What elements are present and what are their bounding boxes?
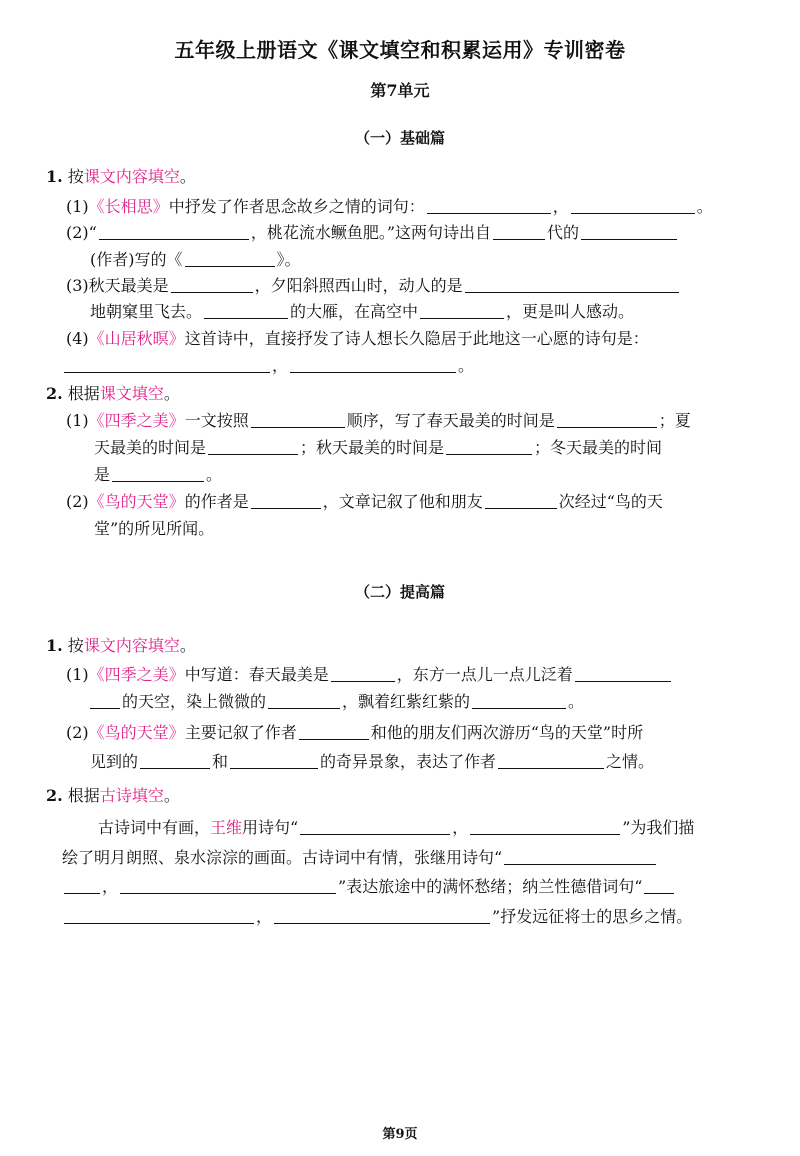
question-1-heading: 1. 按课文内容填空。 — [46, 167, 196, 186]
answer-blank[interactable] — [300, 818, 450, 835]
question-1-4: (4)《山居秋暝》这首诗中，直接抒发了诗人想长久隐居于此地这一心愿的诗句是： — [66, 329, 649, 348]
question-4-para-3: ， ”表达旅途中的满怀愁绪；纳兰性德借词句“ — [62, 876, 676, 898]
answer-blank[interactable] — [251, 411, 345, 428]
question-1-3-cont: 地朝窠里飞去。 的大雁，在高空中 ，更是叫人感动。 — [90, 302, 635, 321]
section-advanced-title: （二）提高篇 — [354, 583, 445, 601]
answer-blank[interactable] — [64, 907, 254, 924]
answer-blank[interactable] — [504, 848, 656, 865]
answer-blank[interactable] — [299, 723, 369, 740]
section-basic-title: （一）基础篇 — [354, 129, 445, 147]
question-3-2-cont: 见到的 和 的奇异景象，表达了作者 之情。 — [90, 752, 655, 771]
question-3-1-cont: 的天空，染上微微的 ，飘着红紫红紫的 。 — [88, 691, 584, 713]
answer-blank[interactable] — [493, 223, 545, 240]
answer-blank[interactable] — [112, 465, 204, 482]
question-4-para-2: 绘了明月朗照、泉水淙淙的画面。古诗词中有情，张继用诗句“ — [62, 847, 658, 869]
answer-blank[interactable] — [498, 752, 604, 769]
unit-title: 第7单元 — [370, 81, 430, 100]
question-3-1: (1)《四季之美》中写道：春天最美是 ，东方一点儿一点儿泛着 — [66, 664, 673, 686]
question-2-1: (1)《四季之美》一文按照 顺序，写了春天最美的时间是 ；夏 — [66, 411, 691, 430]
question-4-para-4: ， ”抒发远征将士的思乡之情。 — [62, 906, 692, 928]
question-1-2-cont: (作者)写的《 》。 — [90, 250, 301, 269]
answer-blank[interactable] — [446, 438, 532, 455]
answer-blank[interactable] — [581, 223, 677, 240]
answer-blank[interactable] — [470, 818, 620, 835]
question-3-heading: 1. 按课文内容填空。 — [46, 636, 196, 655]
answer-blank[interactable] — [268, 692, 340, 709]
question-2-heading: 2. 根据课文填空。 — [46, 384, 180, 403]
question-4-heading: 2. 根据古诗填空。 — [46, 786, 180, 805]
page-number: 第9页 — [382, 1127, 418, 1142]
question-1-4-cont: ， 。 — [62, 355, 474, 377]
question-1-3: (3)秋天最美是 ，夕阳斜照西山时，动人的是 — [66, 275, 681, 297]
answer-blank[interactable] — [64, 877, 100, 894]
question-2-2: (2)《鸟的天堂》的作者是 ，文章记叙了他和朋友 次经过“鸟的天 — [66, 492, 663, 511]
answer-blank[interactable] — [208, 438, 298, 455]
answer-blank[interactable] — [185, 250, 275, 267]
answer-blank[interactable] — [120, 877, 336, 894]
answer-blank[interactable] — [171, 276, 253, 293]
question-4-para-1: 古诗词中有画，王维用诗句“ ， ”为我们描 — [98, 818, 695, 837]
answer-blank[interactable] — [204, 302, 288, 319]
answer-blank[interactable] — [64, 356, 270, 373]
answer-blank[interactable] — [90, 692, 120, 709]
answer-blank[interactable] — [99, 223, 249, 240]
question-1-2: (2)“ ，桃花流水鳜鱼肥。”这两句诗出自 代的 — [66, 222, 679, 244]
answer-blank[interactable] — [575, 665, 671, 682]
question-2-1-cont: 天最美的时间是 ；秋天最美的时间是 ；冬天最美的时间 — [94, 438, 663, 457]
answer-blank[interactable] — [274, 907, 490, 924]
answer-blank[interactable] — [485, 492, 557, 509]
question-2-1-cont2: 是 。 — [94, 465, 223, 484]
answer-blank[interactable] — [557, 411, 657, 428]
answer-blank[interactable] — [290, 356, 456, 373]
answer-blank[interactable] — [140, 752, 210, 769]
answer-blank[interactable] — [331, 665, 395, 682]
answer-blank[interactable] — [571, 197, 695, 214]
answer-blank[interactable] — [420, 302, 504, 319]
question-1-1: (1)《长相思》中抒发了作者思念故乡之情的词句： ， 。 — [66, 197, 713, 216]
answer-blank[interactable] — [644, 877, 674, 894]
answer-blank[interactable] — [251, 492, 321, 509]
answer-blank[interactable] — [465, 276, 679, 293]
answer-blank[interactable] — [230, 752, 318, 769]
question-3-2: (2)《鸟的天堂》主要记叙了作者 和他的朋友们两次游历“鸟的天堂”时所 — [66, 723, 644, 742]
answer-blank[interactable] — [472, 692, 566, 709]
answer-blank[interactable] — [427, 197, 551, 214]
page-title: 五年级上册语文《课文填空和积累运用》专训密卷 — [174, 38, 626, 62]
question-2-2-cont: 堂”的所见所闻。 — [94, 519, 215, 538]
